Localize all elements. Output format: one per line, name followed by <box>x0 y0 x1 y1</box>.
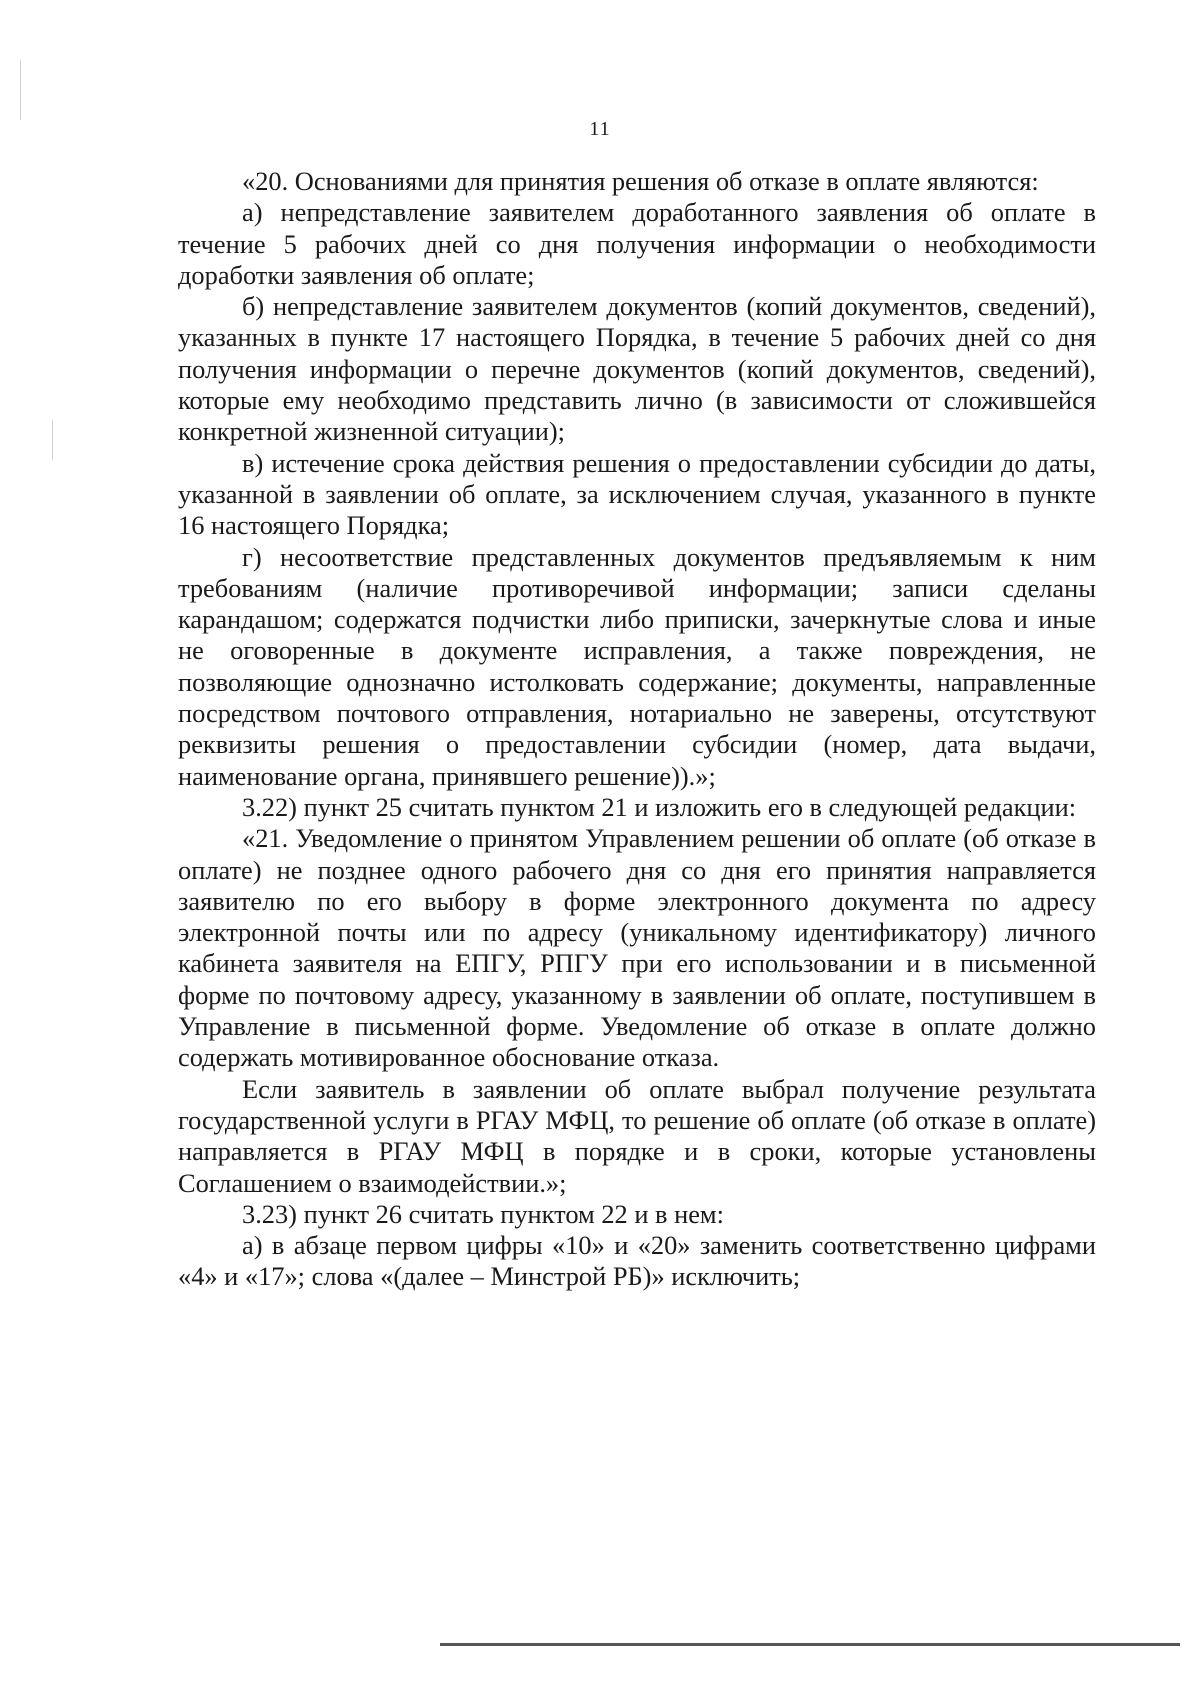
paragraph-clause-21-mfc: Если заявитель в заявлении об оплате выбрал получение результата государственной услуги в РГАУ МФЦ, то решение об оплате (об отказе в оплате) направляется в РГАУ МФЦ в порядке и в сроки, которые установлены Соглашением о взаимодействии.»; <box>178 1073 1096 1198</box>
paragraph-amendment-3-23-a: а) в абзаце первом цифры «10» и «20» заменить соответственно цифрами «4» и «17»; слова «(далее – Минстрой РБ)» исключить; <box>178 1230 1096 1292</box>
paragraph-clause-20-a: а) непредставление заявителем доработанного заявления об оплате в течение 5 рабочих дней со дня получения информации о необходимости доработки заявления об оплате; <box>178 197 1096 290</box>
bottom-divider <box>440 1643 1180 1646</box>
paragraph-clause-20-b: б) непредставление заявителем документов (копий документов, сведений), указанных в пункте 17 настоящего Порядка, в течение 5 рабочих дней со дня получения информации о перечне документов (копий документов, сведений), которые ему необходимо представить лично (в зависимости от сложившейся конкретной жизненной ситуации); <box>178 291 1096 447</box>
paragraph-clause-20-intro: «20. Основаниями для принятия решения об отказе в оплате являются: <box>242 166 1039 196</box>
page-number: 11 <box>589 118 611 140</box>
paragraph-clause-20-g: г) несоответствие представленных документов предъявляемым к ним требованиям (наличие противоречивой информации; записи сделаны карандашом; содержатся подчистки либо приписки, зачеркнутые слова и иные не оговоренные в документе исправления, а также повреждения, не позволяющие однозначно истолковать содержание; документы, направленные посредством почтового отправления, нотариально не заверены, отсутствуют реквизиты решения о предоставлении субсидии (номер, дата выдачи, наименование органа, принявшего решение)).»; <box>178 541 1096 791</box>
scan-edge-mark <box>52 420 53 460</box>
paragraph-amendment-3-22: 3.22) пункт 25 считать пунктом 21 и изложить его в следующей редакции: <box>242 791 1077 822</box>
paragraph-clause-21: «21. Уведомление о принятом Управлением решении об оплате (об отказе в оплате) не позднее одного рабочего дня со дня его принятия направляется заявителю по его выбору в форме электронного документа по адресу электронной почты или по адресу (уникальному идентификатору) личного кабинета заявителя на ЕПГУ, РПГУ при его использовании и в письменной форме по почтовому адресу, указанному в заявлении об оплате, поступившем в Управление в письменной форме. Уведомление об отказе в оплате должно содержать мотивированное обоснование отказа. <box>178 823 1096 1073</box>
document-body <box>178 166 1096 1293</box>
scan-edge-mark <box>20 60 21 120</box>
paragraph-amendment-3-23: 3.23) пункт 26 считать пунктом 22 и в нем: <box>242 1198 724 1229</box>
paragraph-clause-20-v: в) истечение срока действия решения о предоставлении субсидии до даты, указанной в заявлении об оплате, за исключением случая, указанного в пункте 16 настоящего Порядка; <box>178 447 1096 541</box>
